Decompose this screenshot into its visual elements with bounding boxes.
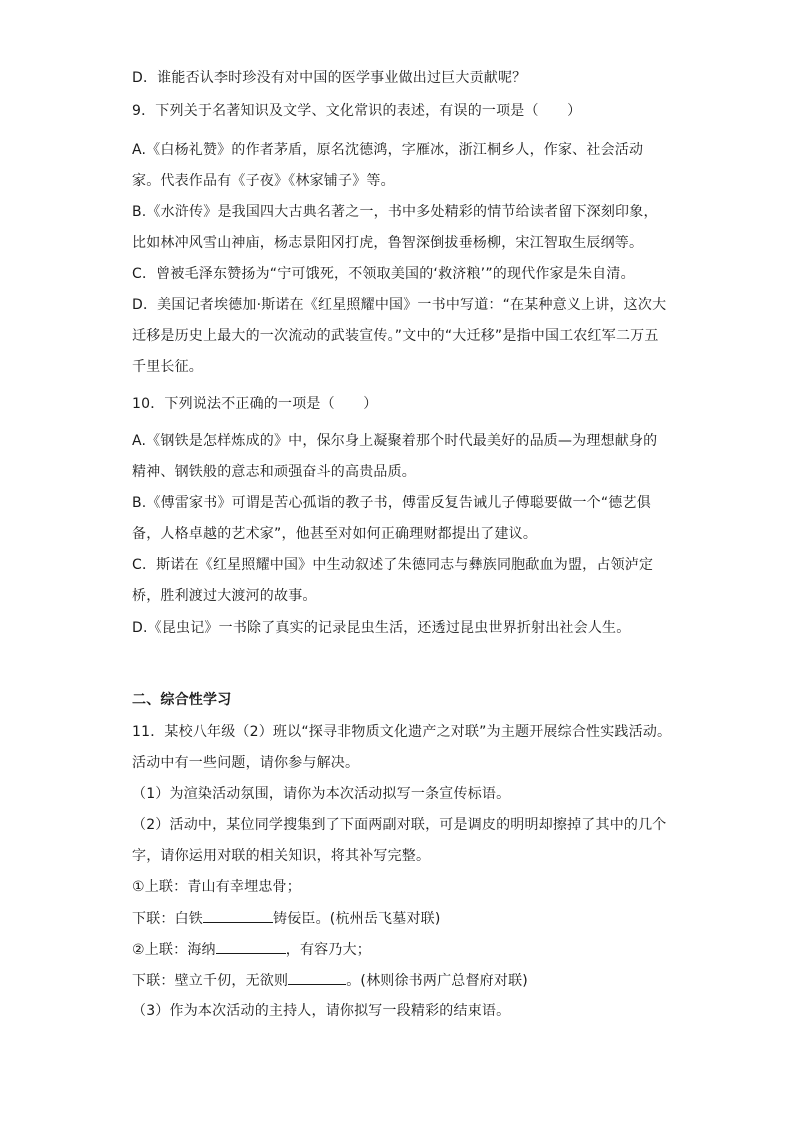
q9-option-b-line1: B.《水浒传》是我国四大古典名著之一，书中多处精彩的情节给读者留下深刻印象， [132,204,658,220]
q10-option-b-line2: 备，人格卓越的艺术家”，他甚至对如何正确理财都提出了建议。 [132,526,538,542]
q9-option-d-line3: 千里长征。 [132,359,203,375]
couplet2-upper-suffix: ，有容乃大； [285,942,371,958]
q10-option-a-line1: A.《钢铁是怎样炼成的》中，保尔身上凝聚着那个时代最美好的品质—为理想献身的 [132,433,658,449]
couplet2-lower-prefix: 下联：壁立千仞，无欲则 [132,973,289,989]
q9-option-a-line2: 家。代表作品有《子夜》《林家铺子》等。 [132,173,395,189]
couplet2-lower [132,970,672,991]
q11-part3: （3）作为本次活动的主持人，请你拟写一段精彩的结束语。 [132,1003,511,1019]
couplet1-lower-prefix: 下联：白铁 [132,911,203,927]
q11-part1: （1）为渲染活动氛围，请你为本次活动拟写一条宣传标语。 [132,786,511,802]
q8-option-d: D．谁能否认李时珍没有对中国的医学事业做出过巨大贡献呢？ [132,70,527,86]
q10-option-a-line2: 精神、钢铁般的意志和顽强奋斗的高贵品质。 [132,464,416,480]
q9-stem: 9．下列关于名著知识及文学、文化常识的表述，有误的一项是（ ） [132,103,582,119]
section-title: 二、综合性学习 [132,692,232,708]
couplet2-lower-suffix: 。(林则徐书两广总督府对联) [346,973,528,989]
q10-option-d: D.《昆虫记》一书除了真实的记录昆虫生活，还透过昆虫世界折射出社会人生。 [132,620,631,636]
q11-stem-line2: 活动中有一些问题，请你参与解决。 [132,755,360,771]
q9-option-d-line2: 迁移是历史上最大的一次流动的武装宣传。”文中的“大迁移”是指中国工农红军二万五 [132,328,659,344]
q10-option-c-line1: C．斯诺在《红星照耀中国》中生动叙述了朱德同志与彝族同胞歃血为盟，占领泸定 [132,557,654,573]
couplet1-upper: ①上联：青山有幸埋忠骨； [132,879,301,895]
couplet2-lower-blank[interactable] [288,970,346,985]
q10-option-b-line1: B.《傅雷家书》可谓是苦心孤诣的教子书，傅雷反复告诫儿子傅聪要做一个“德艺俱 [132,495,651,511]
couplet2-upper-prefix: ②上联：海纳 [132,942,216,958]
q10-option-c-line2: 桥，胜利渡过大渡河的故事。 [132,588,317,604]
q9-option-a-line1: A.《白杨礼赞》的作者茅盾，原名沈德鸿，字雁冰，浙江桐乡人，作家、社会活动 [132,142,644,158]
q11-part2-line2: 字，请你运用对联的相关知识，将其补写完整。 [132,848,431,864]
q9-option-b-line2: 比如林冲风雪山神庙，杨志景阳冈打虎，鲁智深倒拔垂杨柳，宋江智取生辰纲等。 [132,235,644,251]
couplet1-lower [132,908,672,929]
couplet2-upper [132,939,672,960]
q10-stem: 10．下列说法不正确的一项是（ ） [132,396,378,412]
q9-option-c: C．曾被毛泽东赞扬为“宁可饿死，不领取美国的‘救济粮’”的现代作家是朱自清。 [132,266,635,282]
couplet1-lower-suffix: 铸佞臣。(杭州岳飞墓对联) [273,911,441,927]
couplet2-upper-blank[interactable] [216,939,286,954]
couplet1-blank[interactable] [203,908,273,923]
q9-option-d-line1: D．美国记者埃德加·斯诺在《红星照耀中国》一书中写道：“在某种意义上讲，这次大 [132,297,667,313]
q11-stem-line1: 11．某校八年级（2）班以“探寻非物质文化遗产之对联”为主题开展综合性实践活动。 [132,724,672,740]
q11-part2-line1: （2）活动中，某位同学搜集到了下面两副对联，可是调皮的明明却擦掉了其中的几个 [132,817,667,833]
